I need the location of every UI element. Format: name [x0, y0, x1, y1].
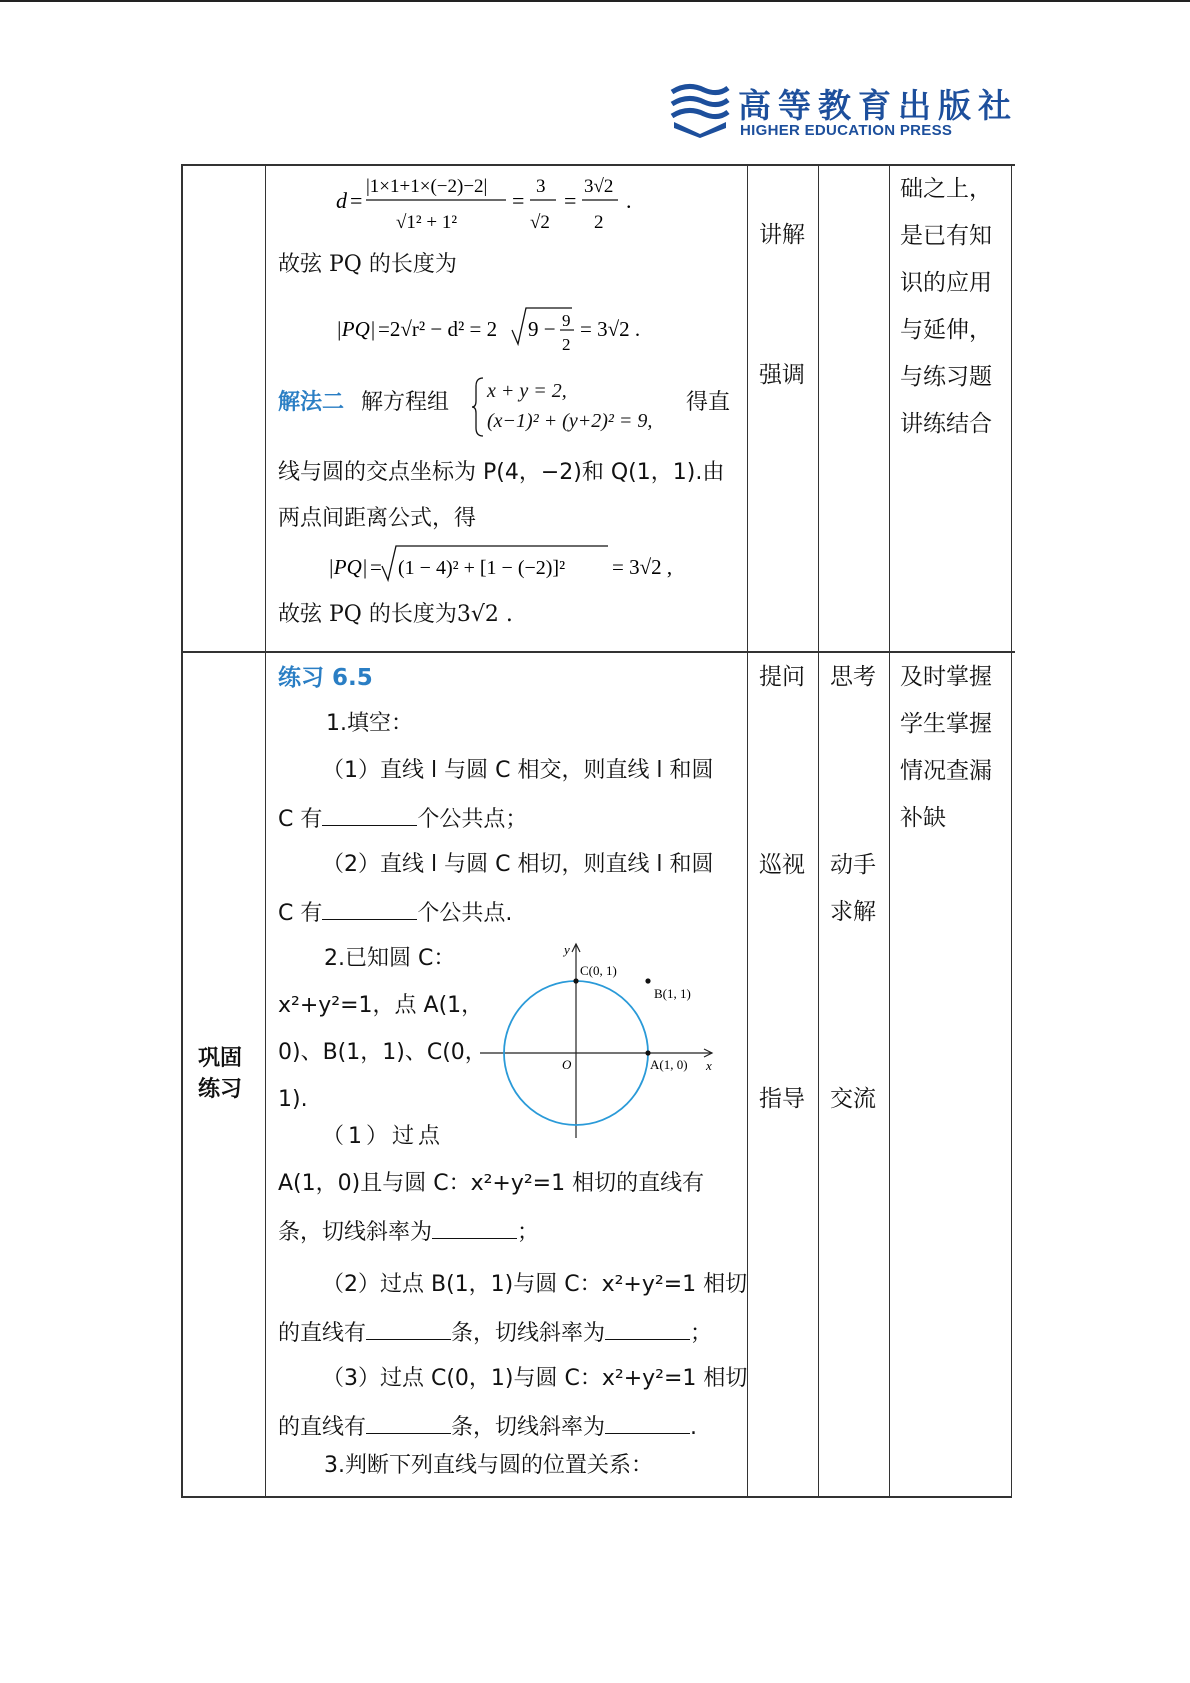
q2-3b-pre: 的直线有 [278, 1415, 367, 1440]
point-c-dot [573, 978, 578, 983]
method2-text: 解方程组 [361, 390, 450, 415]
row2-student-4: 交流 [830, 1086, 876, 1112]
answer-blank-2[interactable] [322, 897, 417, 920]
col-line-4 [818, 164, 819, 1498]
chord-text-1: 故弦 PQ 的长度为 [278, 252, 457, 277]
svg-text:(1 − 4)² + [1 − (−2)]²: (1 − 4)² + [1 − (−2)]² [398, 557, 566, 579]
unit-circle-figure [480, 940, 720, 1140]
q1: 1.填空： [326, 711, 413, 736]
intersection-line-b: 两点间距离公式，得 [278, 506, 477, 531]
col-line-1 [181, 164, 183, 1498]
row1-teacher-2: 强调 [759, 362, 805, 388]
svg-text:√1² + 1²: √1² + 1² [396, 212, 458, 233]
stage-label-1: 巩固 [198, 1046, 243, 1071]
point-b-dot [645, 978, 650, 983]
chord-formula-1 [336, 296, 696, 360]
exercise-heading: 练习 6.5 [278, 665, 373, 691]
q2-3b-mid: 条，切线斜率为 [451, 1415, 606, 1440]
system-eq2: (x−1)² + (y+2)² = 9, [487, 410, 653, 432]
row2-teacher-1: 提问 [759, 664, 805, 690]
svg-text:3√2: 3√2 [584, 176, 614, 197]
q2-d: 1). [278, 1087, 308, 1112]
row1-content-cell [266, 166, 746, 651]
q1-1b-post: 个公共点； [417, 807, 528, 832]
row1-intent-1: 础之上， [900, 176, 992, 202]
q2-1a: （1）过点 [322, 1124, 444, 1149]
publisher-name-cn: 高等教育出版社 [738, 86, 1018, 125]
q2-2b [278, 1317, 712, 1349]
svg-text:|1×1+1×(−2)−2|: |1×1+1×(−2)−2| [366, 176, 488, 197]
system-eq1: x + y = 2, [487, 380, 567, 402]
row2-intent-4: 补缺 [900, 805, 946, 831]
q2-b: x²+y²=1，点 A(1， [278, 993, 484, 1018]
q2-1c [278, 1216, 539, 1248]
svg-text:= 3√2 .: = 3√2 . [580, 317, 641, 341]
method2-tail: 得直 [686, 390, 731, 415]
svg-text:.: . [626, 188, 632, 213]
q1-2b-post: 个公共点. [417, 901, 513, 926]
svg-text:|PQ|: |PQ| [328, 555, 368, 579]
table-bottom-border [181, 1496, 1012, 1498]
svg-text:9: 9 [562, 311, 571, 330]
q1-2b [278, 897, 512, 929]
col-line-5 [889, 164, 890, 1498]
answer-blank-4[interactable] [366, 1317, 451, 1340]
answer-blank-1[interactable] [322, 803, 417, 826]
answer-blank-6[interactable] [366, 1411, 451, 1434]
row1-teacher-1: 讲解 [759, 222, 805, 248]
q2-2a: （2）过点 B(1，1)与圆 C：x²+y²=1 相切 [322, 1272, 748, 1297]
x-axis-label: x [706, 1058, 712, 1073]
svg-text:2: 2 [594, 212, 604, 233]
answer-blank-5[interactable] [605, 1317, 690, 1340]
q2-1b: A(1，0)且与圆 C：x²+y²=1 相切的直线有 [278, 1171, 705, 1196]
point-b-label: B(1, 1) [654, 986, 691, 1001]
stage-label-2: 练习 [198, 1077, 243, 1102]
q1-2b-pre: C 有 [278, 901, 323, 926]
q2-1c-post: ； [517, 1220, 540, 1245]
row2-intent-1: 及时掌握 [900, 664, 992, 690]
q2-3a: （3）过点 C(0，1)与圆 C：x²+y²=1 相切 [322, 1366, 748, 1391]
q2-3b-post: . [690, 1415, 698, 1440]
svg-text:d: d [336, 188, 347, 213]
publisher-logo [668, 80, 1018, 142]
row1-intent-6: 讲练结合 [900, 411, 992, 437]
q1-1b [278, 803, 527, 835]
origin-label: O [562, 1057, 572, 1072]
row2-student-2: 动手 [830, 852, 876, 878]
q1-1a: （1）直线 l 与圆 C 相交，则直线 l 和圆 [322, 758, 714, 783]
row1-intent-4: 与延伸， [900, 317, 992, 343]
intersection-line-a: 线与圆的交点坐标为 P(4，−2)和 Q(1，1).由 [278, 460, 725, 485]
row2-content-cell [266, 653, 746, 1496]
row1-intent-5: 与练习题 [900, 364, 992, 390]
top-rule [0, 0, 1190, 2]
svg-text:=: = [370, 555, 382, 579]
answer-blank-7[interactable] [605, 1411, 690, 1434]
row1-intent-2: 是已有知 [900, 223, 992, 249]
svg-text:√2: √2 [530, 212, 550, 233]
q2-1c-pre: 条，切线斜率为 [278, 1220, 433, 1245]
row2-student-1: 思考 [830, 664, 876, 690]
row2-intent-3: 情况查漏 [900, 758, 992, 784]
row2-teacher-2: 巡视 [759, 852, 805, 878]
row2-student-3: 求解 [830, 899, 876, 925]
method2-line [278, 388, 449, 418]
q3: 3.判断下列直线与圆的位置关系： [324, 1453, 653, 1478]
q2-2b-post: ； [690, 1321, 713, 1346]
svg-text:|PQ|: |PQ| [336, 317, 376, 341]
row1-intent-3: 识的应用 [900, 270, 992, 296]
q1-2a: （2）直线 l 与圆 C 相切，则直线 l 和圆 [322, 852, 714, 877]
point-a-label: A(1, 0) [650, 1057, 688, 1072]
row2-intent-2: 学生掌握 [900, 711, 992, 737]
q2-c: 0)、B(1，1)、C(0， [278, 1040, 487, 1065]
q2-2b-pre: 的直线有 [278, 1321, 367, 1346]
svg-text:=: = [350, 188, 363, 213]
q2-a: 2.已知圆 C： [324, 946, 456, 971]
chord-text-2: 故弦 PQ 的长度为3√2 . [278, 602, 513, 627]
q2-2b-mid: 条，切线斜率为 [451, 1321, 606, 1346]
q2-3b [278, 1411, 697, 1443]
svg-text:3: 3 [536, 176, 546, 197]
q1-1b-pre: C 有 [278, 807, 323, 832]
y-axis-label: y [564, 942, 570, 957]
row2-teacher-3: 指导 [759, 1086, 805, 1112]
col-line-3 [747, 164, 748, 1498]
method2-label: 解法二 [278, 390, 345, 415]
chord-formula-2 [328, 540, 688, 590]
point-c-label: C(0, 1) [580, 963, 617, 978]
svg-text:=: = [512, 188, 525, 213]
svg-text:2: 2 [562, 335, 571, 354]
brace-icon [471, 376, 485, 438]
publisher-name-en: HIGHER EDUCATION PRESS [740, 122, 953, 139]
svg-text:=2√r² − d² = 2: =2√r² − d² = 2 [378, 317, 498, 341]
answer-blank-3[interactable] [432, 1216, 517, 1239]
svg-text:= 3√2 ,: = 3√2 , [612, 555, 673, 579]
distance-formula [336, 166, 716, 236]
svg-text:=: = [564, 188, 577, 213]
col-line-6 [1011, 164, 1012, 1498]
equation-system [471, 376, 681, 438]
publisher-emblem-icon [668, 82, 732, 138]
point-a-dot [645, 1050, 650, 1055]
svg-text:9 −: 9 − [528, 317, 556, 341]
